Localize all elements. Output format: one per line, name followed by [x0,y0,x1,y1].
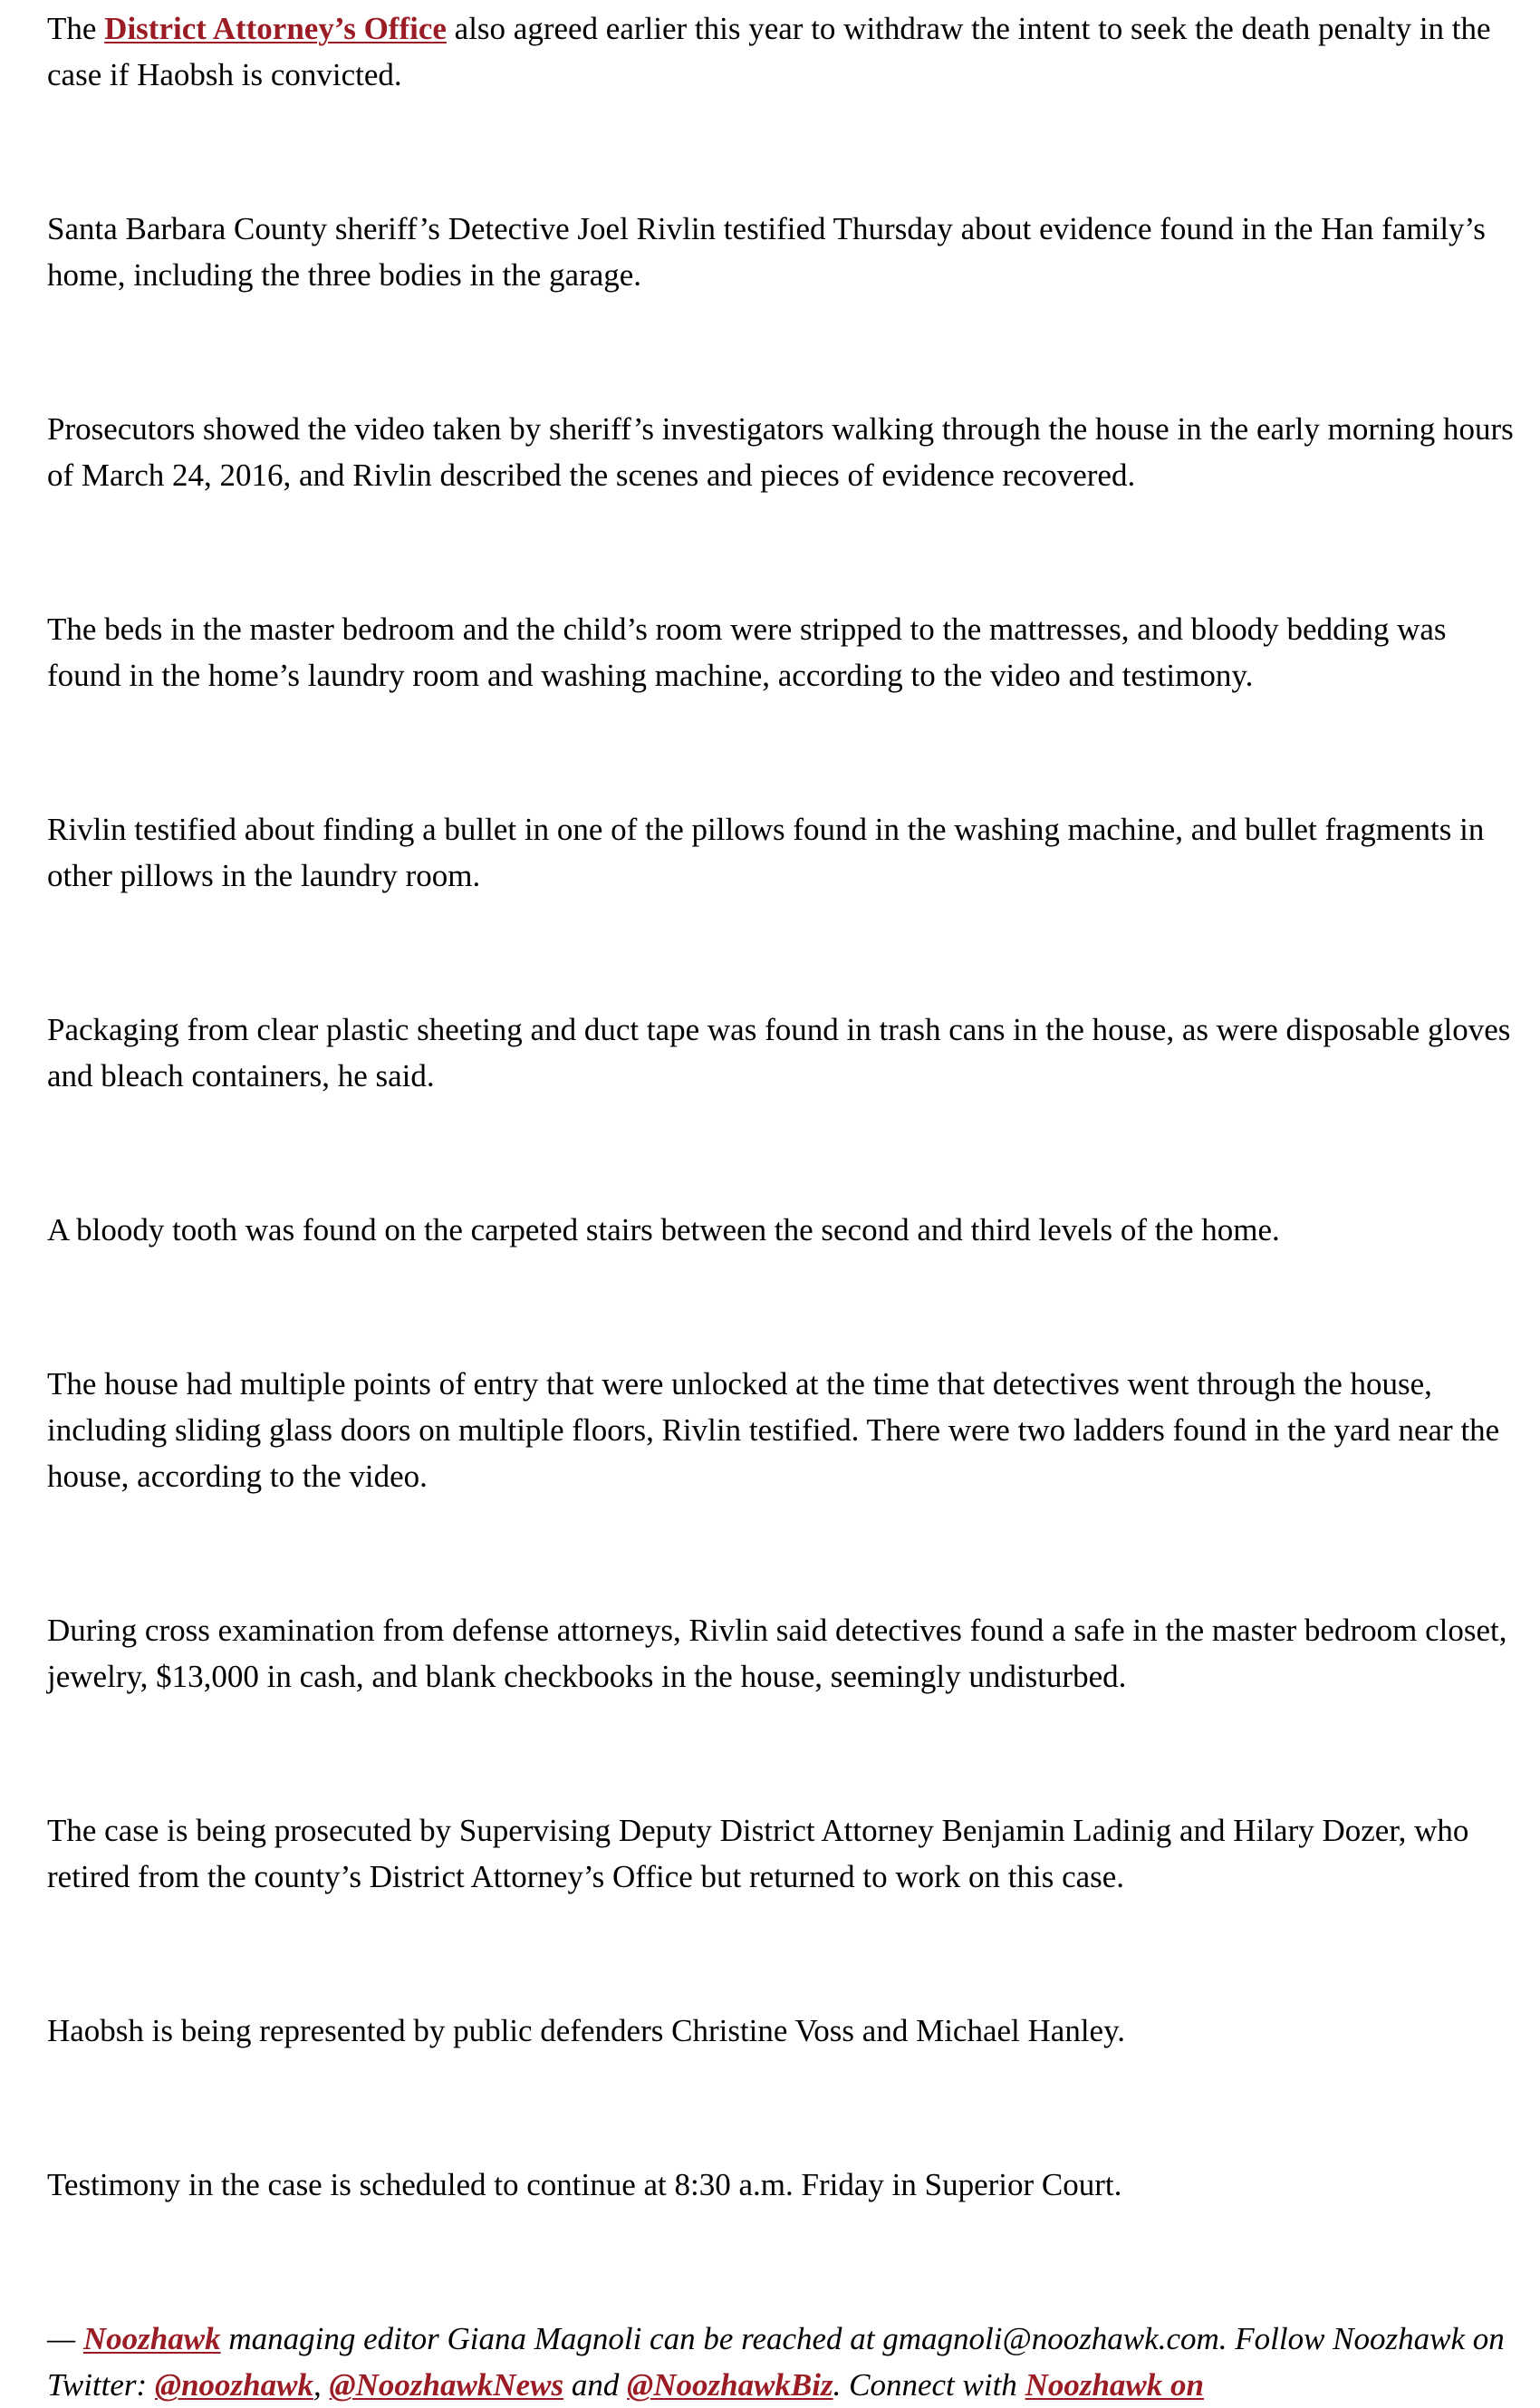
paragraph-entry-points: The house had multiple points of entry that were unlocked at the time that detectives went through the house, including sliding glass doors on multiple floors, Rivlin testified. There were two ladders found in the yard near the house, according to the video. [47,1366,1500,1494]
twitter-noozhawknews-link[interactable]: @NoozhawkNews [329,2367,564,2403]
paragraph-beds: The beds in the master bedroom and the child’s room were stripped to the mattresses, and bloody bedding was found in the home’s laundry room and washing machine, according to the video and testimony. [47,612,1447,693]
article-footer [47,2316,1515,2408]
article-body [47,5,1515,2408]
twitter-noozhawk-link[interactable]: @noozhawk [154,2367,313,2403]
twitter-noozhawkbiz-link[interactable]: @NoozhawkBiz [627,2367,833,2403]
footer-separator: , [313,2367,330,2403]
paragraph-defenders: Haobsh is being represented by public defenders Christine Voss and Michael Hanley. [47,2013,1126,2048]
paragraph-schedule: Testimony in the case is scheduled to continue at 8:30 a.m. Friday in Superior Court. [47,2167,1122,2202]
paragraph-bullet: Rivlin testified about finding a bullet in one of the pillows found in the washing machine, and bullet fragments in other pillows in the laundry room. [47,812,1485,893]
footer-text: managing editor Giana Magnoli can be reached at gmagnoli@noozhawk.com. Follow Noozhawk on Twitter: [47,2321,1505,2403]
paragraph-death-penalty [47,5,1515,98]
paragraph-video: Prosecutors showed the video taken by sheriff’s investigators walking through the house in the early morning hours of March 24, 2016, and Rivlin described the scenes and pieces of evidence recovered. [47,411,1514,493]
paragraph-text: The [47,11,105,46]
noozhawk-link[interactable]: Noozhawk [82,2321,221,2356]
paragraph-cross-examination: During cross examination from defense attorneys, Rivlin said detectives found a safe in the master bedroom closet, jewelry, $13,000 in cash, and blank checkbooks in the house, seemingly undisturbed. [47,1613,1507,1694]
paragraph-tooth: A bloody tooth was found on the carpeted stairs between the second and third levels of the home. [47,1212,1280,1247]
paragraph-prosecutors: The case is being prosecuted by Supervising Deputy District Attorney Benjamin Ladinig and Hilary Dozer, who retired from the county’s District Attorney’s Office but returned to work on this case. [47,1813,1469,1894]
footer-text: . Connect with [833,2367,1025,2403]
footer-dash: — [47,2321,83,2356]
district-attorney-office-link[interactable]: District Attorney’s Office [104,11,447,46]
paragraph-packaging: Packaging from clear plastic sheeting and duct tape was found in trash cans in the house, as were disposable gloves and bleach containers, he said. [47,1012,1511,1093]
footer-and: and [563,2367,628,2403]
paragraph-text: also agreed earlier this year to withdraw the intent to seek the death penalty in the case if Haobsh is convicted. [47,11,1491,92]
connect-noozhawk-link[interactable]: Noozhawk on [1025,2367,1204,2403]
paragraph-detective-testimony: Santa Barbara County sheriff’s Detective Joel Rivlin testified Thursday about evidence found in the Han family’s home, including the three bodies in the garage. [47,211,1486,293]
